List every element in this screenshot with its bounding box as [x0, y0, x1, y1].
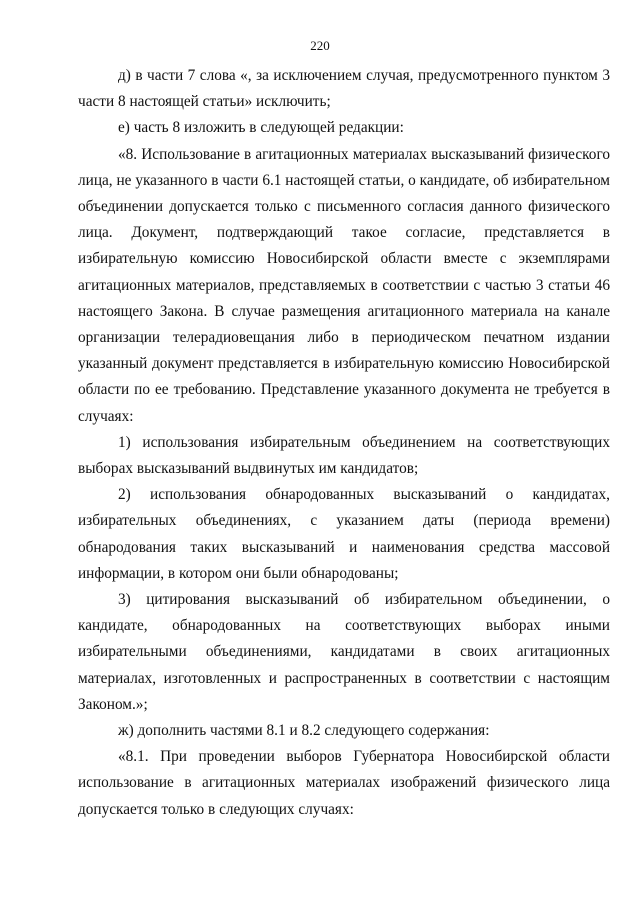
paragraph-d: д) в части 7 слова «, за исключением случая, предусмотренного пунктом 3 части 8 настоящей статьи» исключить; — [78, 67, 610, 111]
document-body — [78, 63, 610, 823]
paragraph-part-8: «8. Использование в агитационных материалах высказываний физического лица, не указанного в части 6.1 настоящей статьи, о кандидате, об избирательном объединении допускается только с письменного согласия данного физического лица. Документ, подтверждающий такое согласие, представляется в избирательную комиссию Новосибирской области вместе с экземплярами агитационных материалов, представляемых в соответствии с частью 3 статьи 46 настоящего Закона. В случае размещения агитационного материала на канале организации телерадиовещания либо в периодическом печатном издании указанный документ представляется в избирательную комиссию Новосибирской области по ее требованию. Представление указанного документа не требуется в случаях: — [78, 145, 610, 425]
paragraph-part-8-1: «8.1. При проведении выборов Губернатора Новосибирской области использование в агитационных материалах изображений физического лица допускается только в следующих случаях: — [78, 748, 610, 818]
page-number: 220 — [310, 38, 330, 53]
list-item-3: 3) цитирования высказываний об избирательном объединении, о кандидате, обнародованных на соответствующих выборах иными избирательными объединениями, кандидатами в своих агитационных материалах, изготовленных и распространенных в соответствии с настоящим Законом.»; — [78, 591, 610, 713]
paragraph-e: е) часть 8 изложить в следующей редакции: — [118, 119, 404, 137]
list-item-1: 1) использования избирательным объединением на соответствующих выборах высказываний выдвинутых им кандидатов; — [78, 433, 610, 478]
paragraph-zh: ж) дополнить частями 8.1 и 8.2 следующего содержания: — [118, 722, 490, 740]
list-item-2: 2) использования обнародованных высказываний о кандидатах, избирательных объединениях, с указанием даты (периода времени) обнародования таких высказываний и наименования средства массовой информации, в котором они были обнародованы; — [78, 486, 610, 582]
